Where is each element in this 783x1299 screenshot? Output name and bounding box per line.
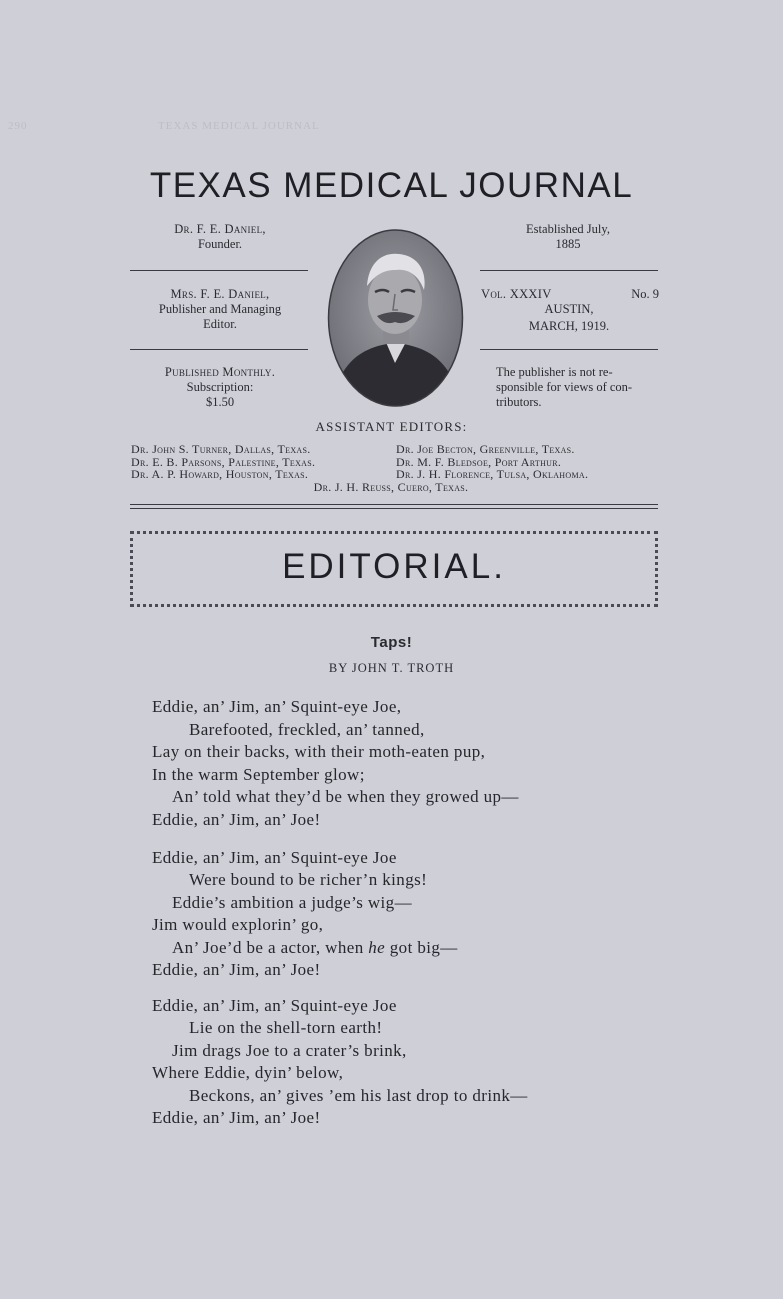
poem-line: Eddie, an’ Jim, an’ Joe! xyxy=(152,960,321,979)
poem-byline: BY JOHN T. TROTH xyxy=(328,661,455,675)
poem-line: Eddie, an’ Jim, an’ Squint-eye Joe xyxy=(152,848,397,867)
editor-entry: Dr. E. B. Parsons, Palestine, Texas. xyxy=(131,454,316,469)
poem-line xyxy=(172,938,458,958)
divider-left-top xyxy=(130,270,308,271)
poem-line: Eddie’s ambition a judge’s wig— xyxy=(172,893,412,912)
poem-line: Lay on their backs, with their moth-eaten pup, xyxy=(152,742,486,761)
poem-line: In the warm September glow; xyxy=(152,765,365,784)
poem-line: Lie on the shell-torn earth! xyxy=(189,1018,383,1037)
journal-masthead: TEXAS MEDICAL JOURNAL xyxy=(149,166,634,205)
assistant-editors-heading: ASSISTANT EDITORS: xyxy=(315,419,468,434)
poem-title: Taps! xyxy=(370,634,413,651)
issue-number: No. 9 xyxy=(631,287,659,301)
editor-entry: Dr. J. H. Florence, Tulsa, Oklahoma. xyxy=(396,467,589,481)
divider-left-bottom xyxy=(130,349,308,350)
subscription-label: Subscription: xyxy=(186,380,254,394)
publisher-line3: Editor. xyxy=(203,317,237,331)
poem-line: Eddie, an’ Jim, an’ Squint-eye Joe, xyxy=(152,697,402,716)
ghost-page-number: 290 xyxy=(8,120,28,132)
double-rule-top xyxy=(130,504,658,505)
ghost-running-head: TEXAS MEDICAL JOURNAL xyxy=(158,120,320,132)
assistant-editors-list xyxy=(131,443,691,493)
established-year: 1885 xyxy=(555,237,581,251)
poem-line: Where Eddie, dyin’ below, xyxy=(152,1063,344,1082)
poem-line: Were bound to be richer’n kings! xyxy=(189,870,428,889)
editor-row xyxy=(131,468,691,481)
publisher-line2: Publisher and Managing xyxy=(158,302,282,316)
poem-line: Eddie, an’ Jim, an’ Squint-eye Joe xyxy=(152,996,397,1015)
notice-line3: tributors. xyxy=(496,395,542,409)
editor-entry: Dr. John S. Turner, Dallas, Texas. xyxy=(131,442,311,456)
double-rule-bottom xyxy=(130,508,658,509)
poem-emphasis: he xyxy=(368,938,386,957)
poem-line: Barefooted, freckled, an’ tanned, xyxy=(189,720,425,739)
editorial-banner xyxy=(130,531,658,607)
poem-line: Eddie, an’ Jim, an’ Joe! xyxy=(152,810,321,829)
poem-line: Jim drags Joe to a crater’s brink, xyxy=(172,1041,407,1060)
subscription-block xyxy=(126,365,314,410)
notice-line2: sponsible for views of con- xyxy=(496,380,633,394)
founder-block xyxy=(126,222,314,252)
editor-entry-last: Dr. J. H. Reuss, Cuero, Texas. xyxy=(313,479,469,494)
poem-line: Jim would explorin’ go, xyxy=(152,915,324,934)
poem-line-start: An’ Joe’d be a actor, when xyxy=(172,938,364,957)
poem-line: An’ told what they’d be when they growed up— xyxy=(172,787,519,806)
divider-right-top xyxy=(480,270,658,271)
publisher-block xyxy=(126,287,314,332)
founder-name: Dr. F. E. Daniel, xyxy=(174,222,266,236)
subscription-price: $1.50 xyxy=(205,395,235,409)
editor-entry: Dr. A. P. Howard, Houston, Texas. xyxy=(131,467,309,481)
founder-portrait xyxy=(327,228,464,408)
section-title: EDITORIAL. xyxy=(282,547,506,586)
editor-entry: Dr. M. F. Bledsoe, Port Arthur. xyxy=(396,454,562,469)
established-line: Established July, xyxy=(526,222,610,236)
poem-line-end: got big— xyxy=(389,938,458,957)
publication-city: AUSTIN, xyxy=(544,302,594,316)
poem-line: Beckons, an’ gives ’em his last drop to drink— xyxy=(189,1086,528,1105)
publisher-name: Mrs. F. E. Daniel, xyxy=(170,287,270,301)
founder-role: Founder. xyxy=(197,237,243,251)
publisher-notice xyxy=(496,365,664,410)
publication-date: MARCH, 1919. xyxy=(528,319,610,333)
divider-right-bottom xyxy=(480,349,658,350)
volume-row xyxy=(481,287,659,302)
published-monthly: Published Monthly. xyxy=(164,365,276,379)
notice-line1: The publisher is not re- xyxy=(496,365,613,379)
editor-entry: Dr. Joe Becton, Greenville, Texas. xyxy=(396,442,575,456)
established-block xyxy=(480,222,656,252)
volume-number: Vol. XXXIV xyxy=(481,287,552,301)
poem-line: Eddie, an’ Jim, an’ Joe! xyxy=(152,1108,321,1127)
